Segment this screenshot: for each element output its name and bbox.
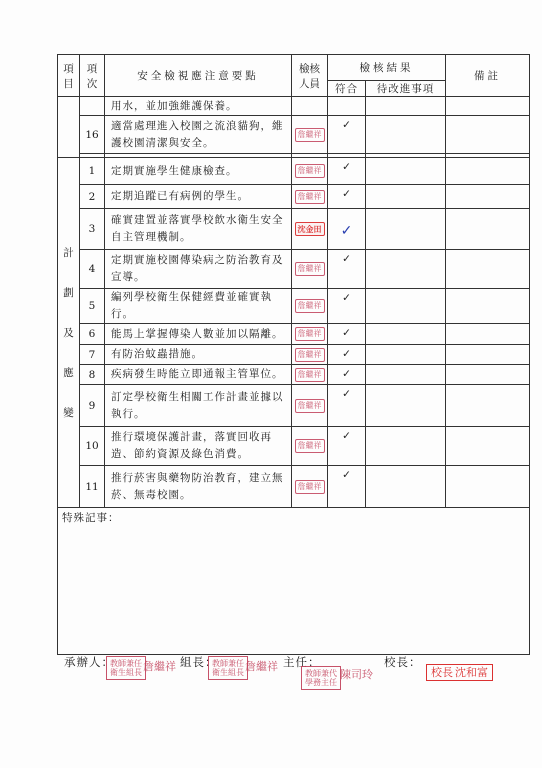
table-row [58, 209, 530, 250]
row-text: 推行菸害與藥物防治教育，建立無菸、無毒校園。 [105, 466, 292, 508]
row-text: 定期實施校園傳染病之防治教育及宣導。 [105, 250, 292, 289]
row-text: 能馬上掌握傳染人數並加以隔離。 [105, 324, 292, 345]
section-label-plan: 計 劃 及 應 變 [58, 158, 80, 508]
conform-cell: ✓ [328, 158, 366, 185]
pending-cell [366, 185, 446, 209]
inspector-cell [292, 365, 328, 385]
conform-cell: ✓ [328, 427, 366, 466]
leader-stamp-name: 詹繼祥 [245, 660, 278, 673]
conform-cell: ✓ [328, 324, 366, 345]
inspector-stamp: 詹繼祥 [295, 439, 325, 453]
table-row [58, 385, 530, 427]
table-row [58, 427, 530, 466]
inspector-stamp: 詹繼祥 [295, 299, 325, 313]
leader-stamp: 教師兼任 衛生組長 [208, 656, 248, 680]
inspector-cell [292, 385, 328, 427]
inspector-stamp: 詹繼祥 [295, 190, 325, 204]
conform-cell: ✓ [328, 116, 366, 154]
pending-cell [366, 116, 446, 154]
table-row [58, 250, 530, 289]
principal-label: 校長： [384, 655, 422, 669]
principal-stamp: 校長 沈和富 [426, 664, 493, 681]
row-text: 用水，並加強維護保養。 [105, 97, 292, 116]
pending-cell [366, 289, 446, 324]
row-number: 6 [80, 324, 105, 345]
pending-cell [366, 385, 446, 427]
row-number [80, 97, 105, 116]
inspector-cell [292, 250, 328, 289]
header-result: 檢核結果 [328, 55, 446, 81]
header-order: 項 次 [80, 55, 105, 97]
conform-cell: ✓ [328, 385, 366, 427]
row-number: 1 [80, 158, 105, 185]
inspector-stamp: 詹繼祥 [295, 348, 325, 362]
notes-label: 特殊記事： [62, 512, 120, 524]
row-text: 訂定學校衛生相關工作計畫並據以執行。 [105, 385, 292, 427]
row-text: 推行環境保護計畫，落實回收再造、節約資源及綠色消費。 [105, 427, 292, 466]
row-number: 2 [80, 185, 105, 209]
remarks-cell [446, 250, 530, 289]
leader-label: 組長： [180, 655, 218, 669]
pending-cell [366, 466, 446, 508]
pending-cell [366, 97, 446, 116]
header-points: 安全檢視應注意要點 [105, 55, 292, 97]
conform-cell: ✓ [328, 289, 366, 324]
remarks-cell [446, 466, 530, 508]
special-notes [58, 508, 530, 655]
row-text: 編列學校衛生保健經費並確實執行。 [105, 289, 292, 324]
table-row [58, 345, 530, 365]
inspector-stamp: 詹繼祥 [295, 262, 325, 276]
inspector-cell [292, 289, 328, 324]
conform-cell: ✓ [328, 365, 366, 385]
pending-cell [366, 427, 446, 466]
row-number: 8 [80, 365, 105, 385]
director-stamp-name: 陳司玲 [340, 668, 373, 681]
conform-cell: ✓ [328, 345, 366, 365]
inspector-cell [292, 185, 328, 209]
handler-label: 承辦人： [64, 655, 114, 669]
inspector-cell [292, 324, 328, 345]
conform-cell: ✓ [328, 466, 366, 508]
inspector-stamp: 詹繼祥 [295, 327, 325, 341]
conform-cell: ✓ [328, 209, 366, 250]
inspector-stamp: 詹繼祥 [295, 399, 325, 413]
remarks-cell [446, 289, 530, 324]
table-row [58, 116, 530, 154]
inspector-stamp: 詹繼祥 [295, 128, 325, 142]
inspection-table [57, 54, 530, 655]
handler-stamp-name: 詹繼祥 [143, 660, 176, 673]
pending-cell [366, 250, 446, 289]
section-label-cell [58, 97, 80, 158]
remarks-cell [446, 324, 530, 345]
inspector-cell [292, 427, 328, 466]
inspector-cell [292, 466, 328, 508]
row-text: 定期追蹤已有病例的學生。 [105, 185, 292, 209]
table-row [58, 158, 530, 185]
conform-cell [328, 97, 366, 116]
pending-cell [366, 209, 446, 250]
row-text: 確實建置並落實學校飲水衛生安全自主管理機制。 [105, 209, 292, 250]
pending-cell [366, 324, 446, 345]
inspector-cell [292, 345, 328, 365]
remarks-cell [446, 97, 530, 116]
table-row [58, 365, 530, 385]
inspector-stamp: 詹繼祥 [295, 164, 325, 178]
inspector-cell [292, 97, 328, 116]
header-remarks: 備註 [446, 55, 530, 97]
remarks-cell [446, 185, 530, 209]
row-number: 16 [80, 116, 105, 154]
header-inspector: 檢核 人員 [292, 55, 328, 97]
remarks-cell [446, 116, 530, 154]
pending-cell [366, 345, 446, 365]
header-conform: 符合 [328, 81, 366, 97]
inspector-stamp: 詹繼祥 [295, 480, 325, 494]
pending-cell [366, 158, 446, 185]
row-number: 5 [80, 289, 105, 324]
row-number: 9 [80, 385, 105, 427]
row-text: 疾病發生時能立即通報主管單位。 [105, 365, 292, 385]
row-number: 11 [80, 466, 105, 508]
table-row [58, 289, 530, 324]
remarks-cell [446, 427, 530, 466]
table-row [58, 97, 530, 116]
inspector-cell [292, 158, 328, 185]
row-text: 有防治蚊蟲措施。 [105, 345, 292, 365]
row-text: 定期實施學生健康檢查。 [105, 158, 292, 185]
inspector-stamp: 沈金田 [295, 222, 325, 236]
inspector-stamp: 詹繼祥 [295, 368, 325, 382]
inspector-cell [292, 116, 328, 154]
handler-stamp: 教師兼任 衛生組長 [106, 656, 146, 680]
inspector-cell [292, 209, 328, 250]
row-number: 10 [80, 427, 105, 466]
conform-cell: ✓ [328, 250, 366, 289]
remarks-cell [446, 209, 530, 250]
conform-cell: ✓ [328, 185, 366, 209]
remarks-cell [446, 385, 530, 427]
director-label: 主任： [283, 655, 321, 669]
remarks-cell [446, 365, 530, 385]
director-stamp: 教師兼代 學務主任 [301, 666, 341, 690]
table-row [58, 466, 530, 508]
table-row [58, 185, 530, 209]
table-row [58, 324, 530, 345]
row-number: 4 [80, 250, 105, 289]
remarks-cell [446, 158, 530, 185]
row-number: 3 [80, 209, 105, 250]
remarks-cell [446, 345, 530, 365]
pending-cell [366, 365, 446, 385]
header-pending: 待改進事項 [366, 81, 446, 97]
row-text: 適當處理進入校園之流浪貓狗，維護校園清潔與安全。 [105, 116, 292, 154]
row-number: 7 [80, 345, 105, 365]
header-item: 項 目 [58, 55, 80, 97]
